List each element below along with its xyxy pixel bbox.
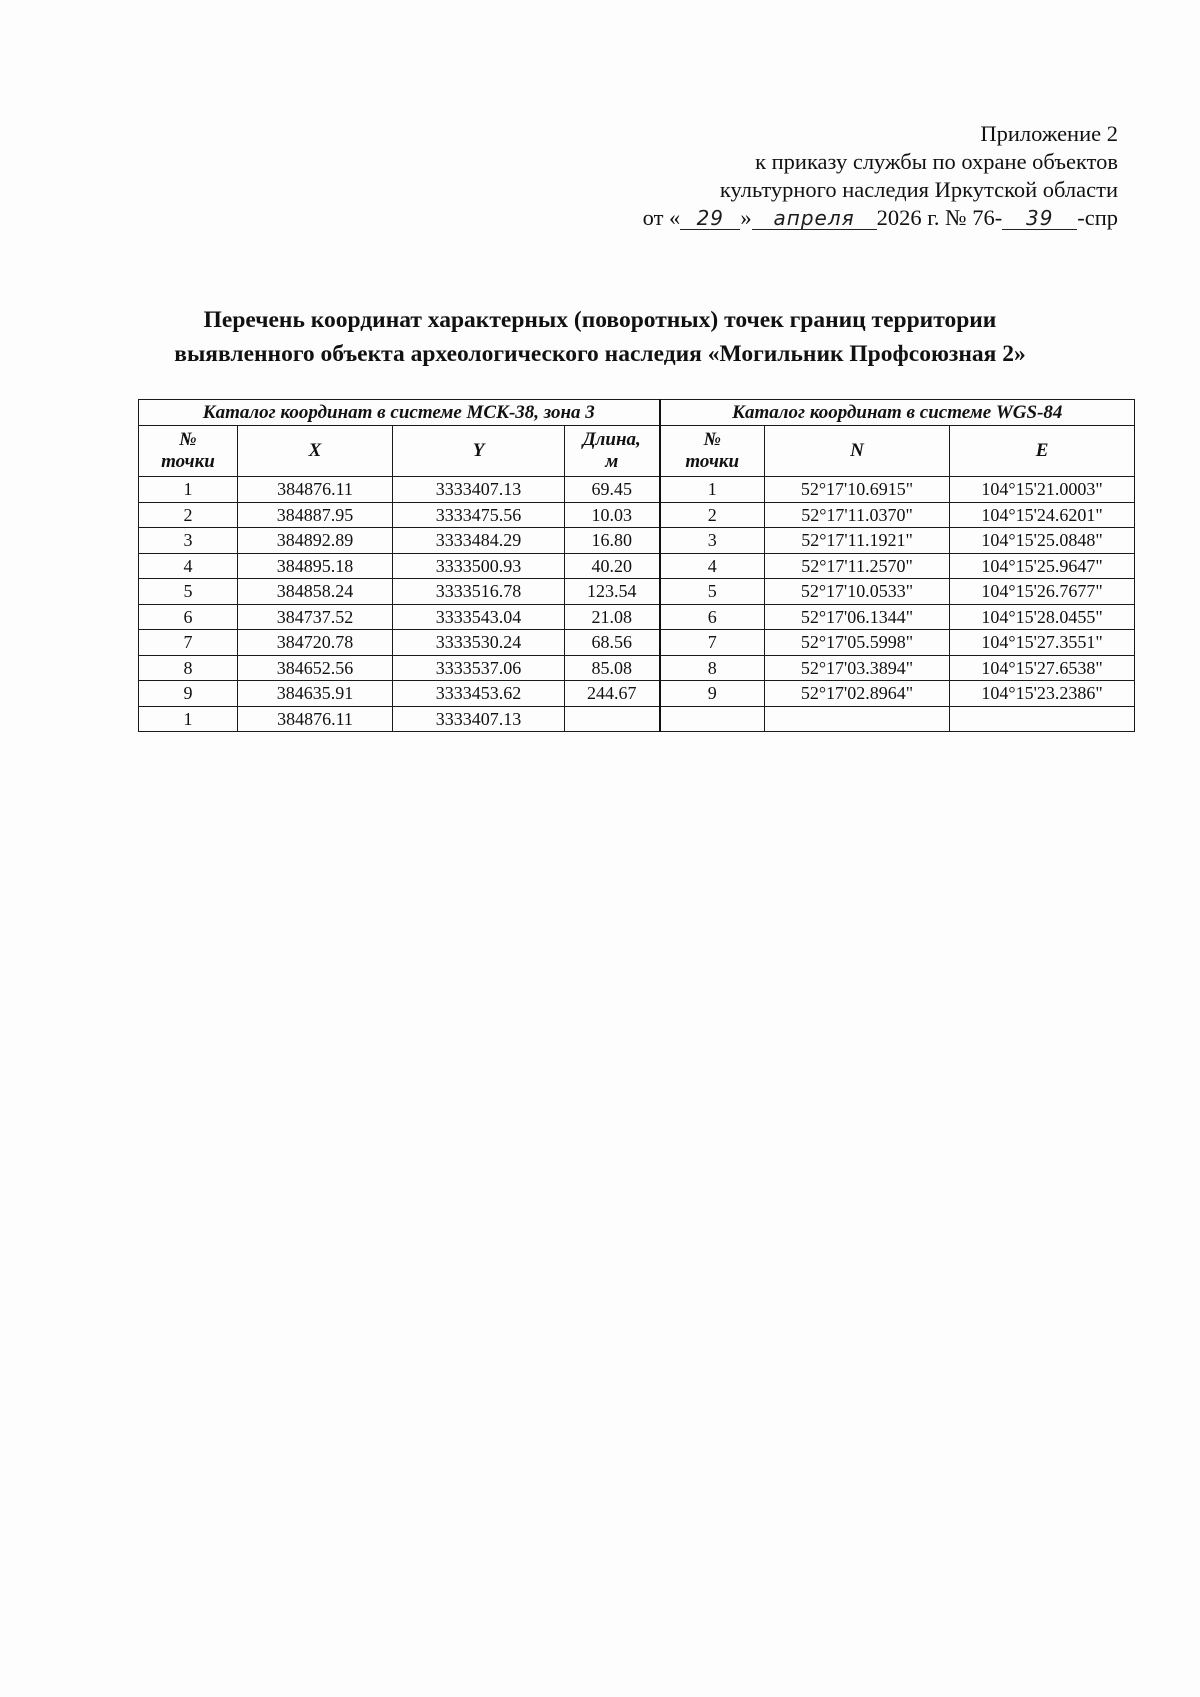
- cell-y: 3333407.13: [393, 706, 565, 732]
- cell-length: 16.80: [565, 528, 660, 554]
- cell-length: [565, 706, 660, 732]
- cell-wgs-point-number: 4: [660, 553, 765, 579]
- cell-y: 3333500.93: [393, 553, 565, 579]
- cell-length: 244.67: [565, 681, 660, 707]
- table-row: [139, 528, 1135, 554]
- cell-point-number: 7: [139, 630, 238, 656]
- cell-e: 104°15'27.3551": [950, 630, 1135, 656]
- cell-point-number: 3: [139, 528, 238, 554]
- handwritten-day: 29: [680, 207, 740, 230]
- cell-wgs-point-number: 9: [660, 681, 765, 707]
- cell-n: 52°17'11.0370": [765, 502, 950, 528]
- cell-n: 52°17'11.1921": [765, 528, 950, 554]
- table-group-header-row: [139, 400, 1135, 426]
- cell-length: 68.56: [565, 630, 660, 656]
- col-header-y: Y: [393, 426, 565, 477]
- table-row: [139, 630, 1135, 656]
- col-header-point-number-word: точки: [161, 451, 215, 472]
- cell-wgs-point-number: 8: [660, 655, 765, 681]
- cell-y: 3333543.04: [393, 604, 565, 630]
- cell-length: 69.45: [565, 477, 660, 503]
- cell-wgs-point-number: 5: [660, 579, 765, 605]
- date-prefix: от «: [642, 205, 681, 230]
- cell-wgs-point-number: 1: [660, 477, 765, 503]
- coordinates-table: [138, 399, 1135, 732]
- col-header-x: X: [238, 426, 393, 477]
- appendix-ref-line-2: культурного наследия Иркутской области: [719, 177, 1118, 202]
- cell-x: 384892.89: [238, 528, 393, 554]
- cell-e: 104°15'27.6538": [950, 655, 1135, 681]
- cell-point-number: 9: [139, 681, 238, 707]
- col-header-e: E: [950, 426, 1135, 477]
- cell-x: 384895.18: [238, 553, 393, 579]
- cell-e: [950, 706, 1135, 732]
- cell-length: 10.03: [565, 502, 660, 528]
- cell-point-number: 5: [139, 579, 238, 605]
- cell-y: 3333530.24: [393, 630, 565, 656]
- order-suffix: -спр: [1077, 205, 1118, 230]
- cell-wgs-point-number: 7: [660, 630, 765, 656]
- cell-point-number: 1: [139, 477, 238, 503]
- cell-point-number: 1: [139, 706, 238, 732]
- cell-x: 384737.52: [238, 604, 393, 630]
- cell-n: [765, 706, 950, 732]
- cell-y: 3333453.62: [393, 681, 565, 707]
- group-header-wgs: Каталог координат в системе WGS-84: [660, 400, 1135, 426]
- cell-wgs-point-number: 2: [660, 502, 765, 528]
- cell-y: 3333475.56: [393, 502, 565, 528]
- cell-n: 52°17'10.0533": [765, 579, 950, 605]
- col-header-point-number: [139, 426, 238, 477]
- cell-n: 52°17'11.2570": [765, 553, 950, 579]
- cell-y: 3333537.06: [393, 655, 565, 681]
- handwritten-order-number: 39: [1002, 207, 1077, 230]
- title-line-1: Перечень координат характерных (поворотных) точек границ территории: [203, 307, 997, 333]
- col-header-length: [565, 426, 660, 477]
- date-year: 2026 г. № 76-: [876, 205, 1003, 230]
- cell-n: 52°17'06.1344": [765, 604, 950, 630]
- col-header-wgs-point-number: [660, 426, 765, 477]
- table-row: [139, 706, 1135, 732]
- table-row: [139, 579, 1135, 605]
- cell-y: 3333407.13: [393, 477, 565, 503]
- col-header-length-word: Длина,: [582, 429, 641, 450]
- document-title: [0, 303, 1200, 371]
- cell-e: 104°15'21.0003": [950, 477, 1135, 503]
- cell-wgs-point-number: 6: [660, 604, 765, 630]
- table-row: [139, 681, 1135, 707]
- cell-x: 384635.91: [238, 681, 393, 707]
- cell-y: 3333516.78: [393, 579, 565, 605]
- cell-e: 104°15'25.0848": [950, 528, 1135, 554]
- appendix-number: Приложение 2: [980, 121, 1118, 146]
- cell-length: 123.54: [565, 579, 660, 605]
- appendix-header: [643, 120, 1118, 232]
- group-header-msk: Каталог координат в системе МСК-38, зона 3: [139, 400, 660, 426]
- cell-y: 3333484.29: [393, 528, 565, 554]
- cell-length: 40.20: [565, 553, 660, 579]
- cell-e: 104°15'28.0455": [950, 604, 1135, 630]
- cell-point-number: 8: [139, 655, 238, 681]
- cell-wgs-point-number: 3: [660, 528, 765, 554]
- cell-length: 85.08: [565, 655, 660, 681]
- cell-e: 104°15'24.6201": [950, 502, 1135, 528]
- cell-n: 52°17'05.5998": [765, 630, 950, 656]
- table-row: [139, 477, 1135, 503]
- order-date-line: [643, 204, 1118, 232]
- cell-x: 384652.56: [238, 655, 393, 681]
- col-header-wgs-point-number-symbol: №: [703, 429, 721, 450]
- table-column-header-row: [139, 426, 1135, 477]
- cell-n: 52°17'02.8964": [765, 681, 950, 707]
- cell-wgs-point-number: [660, 706, 765, 732]
- table-row: [139, 604, 1135, 630]
- cell-e: 104°15'25.9647": [950, 553, 1135, 579]
- cell-e: 104°15'26.7677": [950, 579, 1135, 605]
- col-header-point-number-symbol: №: [179, 429, 197, 450]
- table-row: [139, 502, 1135, 528]
- cell-e: 104°15'23.2386": [950, 681, 1135, 707]
- table-row: [139, 655, 1135, 681]
- cell-point-number: 6: [139, 604, 238, 630]
- handwritten-month: апреля: [752, 207, 877, 230]
- cell-point-number: 2: [139, 502, 238, 528]
- title-line-2: выявленного объекта археологического наследия «Могильник Профсоюзная 2»: [174, 341, 1026, 367]
- cell-x: 384876.11: [238, 706, 393, 732]
- cell-x: 384858.24: [238, 579, 393, 605]
- cell-x: 384887.95: [238, 502, 393, 528]
- col-header-n: N: [765, 426, 950, 477]
- cell-n: 52°17'10.6915": [765, 477, 950, 503]
- table-row: [139, 553, 1135, 579]
- date-mid: »: [740, 205, 752, 230]
- appendix-ref-line-1: к приказу службы по охране объектов: [755, 149, 1118, 174]
- cell-length: 21.08: [565, 604, 660, 630]
- col-header-length-unit: м: [605, 451, 619, 472]
- cell-n: 52°17'03.3894": [765, 655, 950, 681]
- cell-x: 384720.78: [238, 630, 393, 656]
- cell-x: 384876.11: [238, 477, 393, 503]
- cell-point-number: 4: [139, 553, 238, 579]
- col-header-wgs-point-number-word: точки: [685, 451, 740, 472]
